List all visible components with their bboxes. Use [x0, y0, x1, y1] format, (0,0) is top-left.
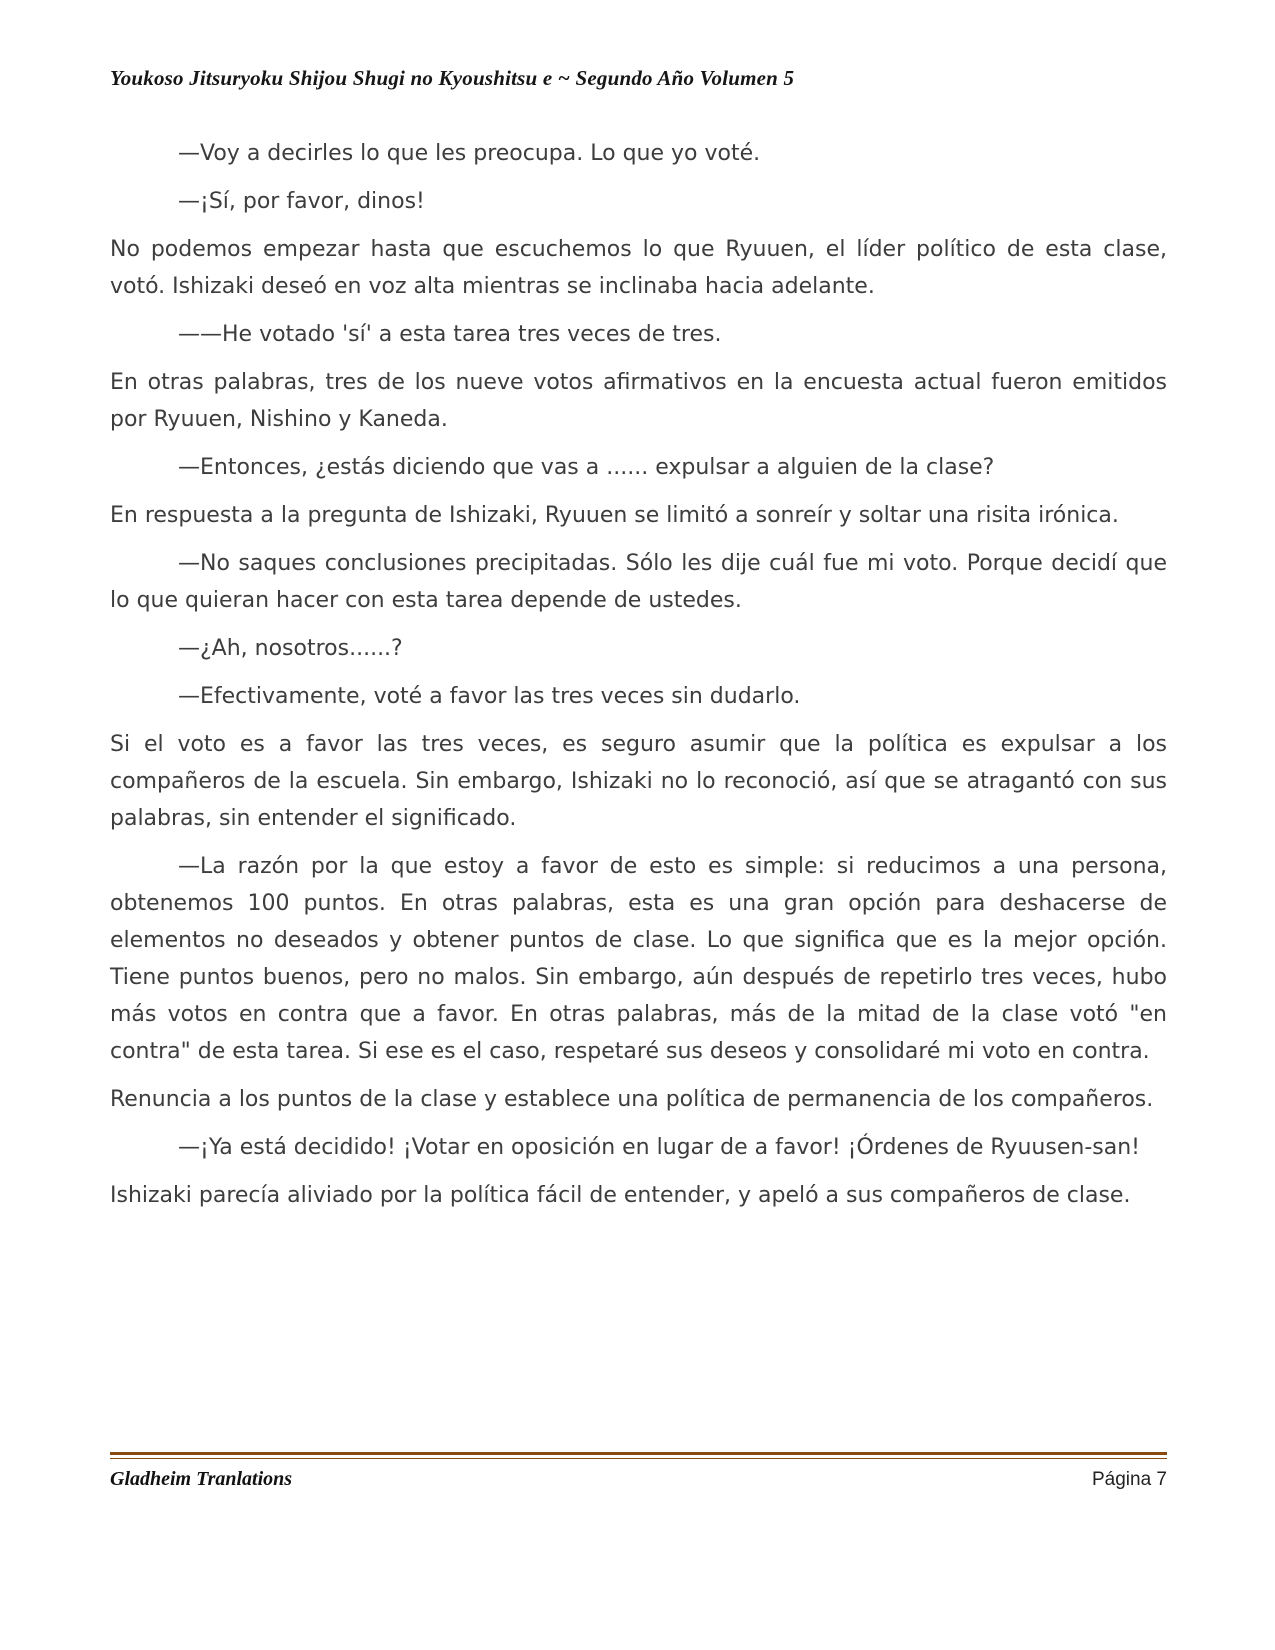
dialogue-paragraph: —Efectivamente, voté a favor las tres veces sin dudarlo. — [178, 684, 801, 709]
narration-paragraph: Renuncia a los puntos de la clase y establece una política de permanencia de los compañeros. — [110, 1087, 1154, 1112]
footer-translator-credit: Gladheim Tranlations — [110, 1468, 293, 1490]
narration-paragraph: En otras palabras, tres de los nueve votos afirmativos en la encuesta actual fueron emitidos por Ryuuen, Nishino y Kaneda. — [110, 370, 1167, 432]
body-paragraphs — [110, 135, 1167, 1214]
dialogue-paragraph: —¡Ya está decidido! ¡Votar en oposición en lugar de a favor! ¡Órdenes de Ryuusen-san! — [178, 1135, 1140, 1160]
dialogue-paragraph: —No saques conclusiones precipitadas. Sólo les dije cuál fue mi voto. Porque decidí que lo que quieran hacer con esta tarea depende de ustedes. — [110, 551, 1167, 613]
dialogue-paragraph: —La razón por la que estoy a favor de esto es simple: si reducimos a una persona, obtenemos 100 puntos. En otras palabras, esta es una gran opción para deshacerse de elementos no deseados y obtener puntos de clase. Lo que significa que es la mejor opción. Tiene puntos buenos, pero no malos. Sin embargo, aún después de repetirlo tres veces, hubo más votos en contra que a favor. En otras palabras, más de la mitad de la clase votó "en contra" de esta tarea. Si ese es el caso, respetaré sus deseos y consolidaré mi voto en contra. — [110, 854, 1167, 1064]
page-header-title: Youkoso Jitsuryoku Shijou Shugi no Kyoushitsu e ~ Segundo Año Volumen 5 — [110, 66, 795, 90]
dialogue-paragraph: —¿Ah, nosotros......? — [178, 636, 403, 661]
narration-paragraph: En respuesta a la pregunta de Ishizaki, Ryuuen se limitó a sonreír y soltar una risita irónica. — [110, 503, 1119, 528]
dialogue-paragraph: —Entonces, ¿estás diciendo que vas a ...... expulsar a alguien de la clase? — [178, 455, 995, 480]
dialogue-paragraph: ——He votado 'sí' a esta tarea tres veces de tres. — [178, 322, 722, 347]
narration-paragraph: No podemos empezar hasta que escuchemos lo que Ryuuen, el líder político de esta clase, votó. Ishizaki deseó en voz alta mientras se inclinaba hacia adelante. — [110, 237, 1167, 299]
dialogue-paragraph: —Voy a decirles lo que les preocupa. Lo que yo voté. — [178, 141, 761, 166]
footer-page-number: Página 7 — [1091, 1469, 1167, 1490]
dialogue-paragraph: —¡Sí, por favor, dinos! — [178, 189, 425, 214]
narration-paragraph: Si el voto es a favor las tres veces, es seguro asumir que la política es expulsar a los compañeros de la escuela. Sin embargo, Ishizaki no lo reconoció, así que se atragantó con sus palabras, sin entender el significado. — [110, 732, 1167, 831]
page-content — [110, 66, 1167, 1225]
page-footer — [110, 1468, 1167, 1491]
narration-paragraph: Ishizaki parecía aliviado por la política fácil de entender, y apeló a sus compañeros de clase. — [110, 1183, 1131, 1208]
footer-divider — [110, 1452, 1167, 1459]
